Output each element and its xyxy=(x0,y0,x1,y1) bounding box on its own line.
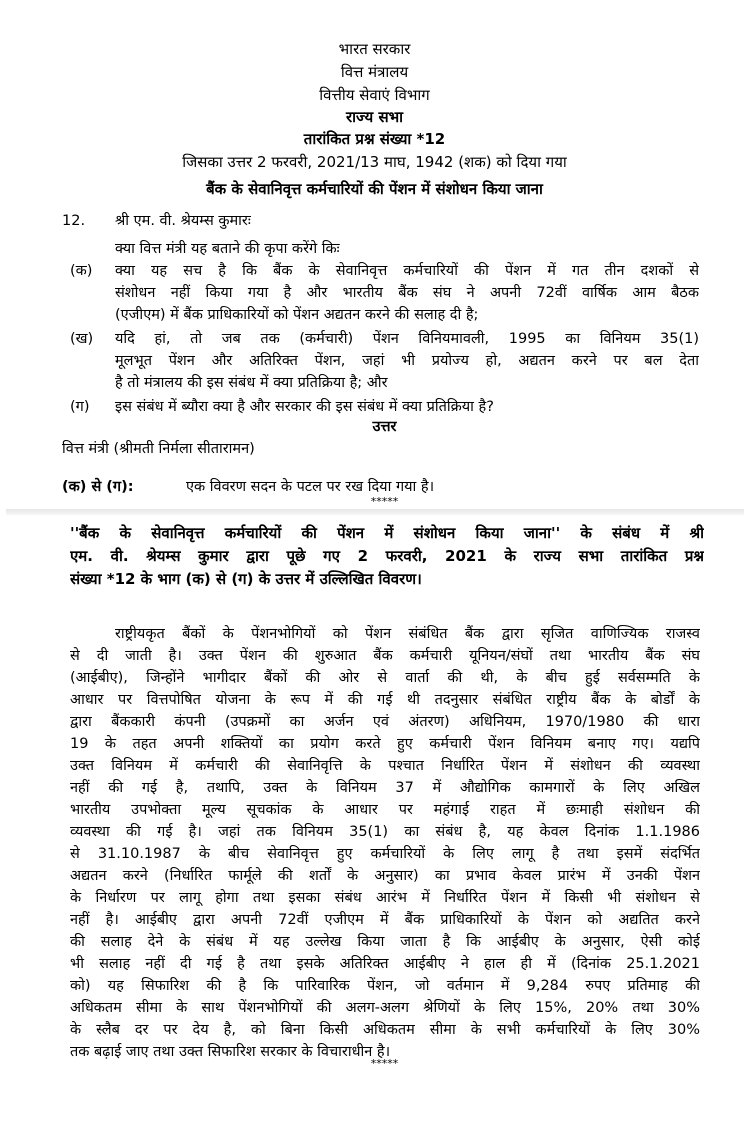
statement-body-line: आधार पर वित्तपोषित योजना के रूप में की गई थी तदनुसार संबंधित राष्ट्रीय बैंक के बोर्डों के xyxy=(70,692,700,708)
question-number: 12. xyxy=(62,213,86,229)
statement-body-line: अद्यतन करने (निर्धारित फार्मूले की शर्तों के अनुसार) का प्रभाव केवल प्रारंभ में उनकी पेंशन xyxy=(70,868,700,884)
question-intro: क्या वित्त मंत्री यह बताने की कृपा करेंगे किः xyxy=(115,241,340,257)
part-kha-line: मूलभूत पेंशन और अतिरिक्त पेंशन, जहां भी प्रयोज्य हो, अद्यतन करने पर बल देता xyxy=(115,353,699,369)
part-ka-line: (एजीएम) में बैंक प्राधिकारियों को पेंशन अद्यतन करने की सलाह दी है; xyxy=(115,307,479,323)
statement-body-line: को) यह सिफारिश की है कि पारिवारिक पेंशन, जो वर्तमान में 9,284 रुपए प्रतिमाह की xyxy=(70,978,700,994)
statement-body-line: के निर्धारण पर लागू होगा तथा इसका संबंध आरंभ में निर्धारित पेंशन में किसी भी संशोधन से xyxy=(70,890,700,906)
statement-heading-line: संख्या *12 के भाग (क) से (ग) के उत्तर में उल्लिखित विवरण। xyxy=(70,570,422,588)
statement-body-line: अधिकतम सीमा के साथ पेंशनभोगियों की अलग-अलग श्रेणियों के लिए 15%, 20% तथा 30% xyxy=(70,1000,700,1016)
page-divider xyxy=(6,509,744,515)
statement-heading-line: एम. वी. श्रेयम्स कुमार द्वारा पूछे गए 2 फरवरी, 2021 के राज्य सभा तारांकित प्रश्न xyxy=(70,547,704,565)
answer-heading: उत्तर xyxy=(372,419,397,435)
statement-heading-line: ''बैंक के सेवानिवृत्त कर्मचारियों की पेंशन में संशोधन किया जाना'' के संबंध में श्री xyxy=(70,524,704,542)
part-kha-line: यदि हां, तो जब तक (कर्मचारी) पेंशन विनियमावली, 1995 का विनियम 35(1) xyxy=(115,331,699,347)
header-answer-date: जिसका उत्तर 2 फरवरी, 2021/13 माघ, 1942 (शक) को दिया गया xyxy=(182,153,567,171)
header-govt: भारत सरकार xyxy=(338,40,411,58)
statement-body-line: (आईबीए), जिन्होंने भागीदार बैंकों की ओर से वार्ता की थी, के बीच हुई सर्वसम्मति के xyxy=(70,670,700,686)
header-department: वित्तीय सेवाएं विभाग xyxy=(319,86,430,104)
statement-body-line: की सलाह देने के संबंध में यह उल्लेख किया जाता है कि आईबीए के अनुसार, ऐसी कोई xyxy=(70,934,700,950)
statement-body-line: के स्लैब दर पर देय है, को बिना किसी अधिकतम सीमा के सभी कर्मचारियों के लिए 30% xyxy=(70,1022,700,1038)
header-house: राज्य सभा xyxy=(345,108,404,126)
part-ga-mark: (ग) xyxy=(70,399,90,415)
header-question-number: तारांकित प्रश्न संख्या *12 xyxy=(303,130,446,148)
statement-body-line: से दी जाती है। उक्त पेंशन की शुरुआत बैंक कर्मचारी यूनियन/संघों तथा भारतीय बैंक संघ xyxy=(70,648,700,664)
answer-stars: ***** xyxy=(370,495,399,508)
part-ka-line: संशोधन नहीं किया गया है और भारतीय बैंक संघ ने अपनी 72वीं वार्षिक आम बैठक xyxy=(115,285,699,301)
part-ka-line: क्या यह सच है कि बैंक के सेवानिवृत्त कर्मचारियों की पेंशन में गत तीन दशकों से xyxy=(115,263,699,279)
statement-body-line: नहीं है। आईबीए द्वारा अपनी 72वीं एजीएम में बैंक प्राधिकारियों के पेंशन को अद्यतित करने xyxy=(70,912,700,928)
reply-label: (क) से (ग): xyxy=(62,479,134,495)
part-ka-mark: (क) xyxy=(70,263,93,279)
statement-body-line: से 31.10.1987 के बीच सेवानिवृत्त हुए कर्मचारियों के लिए लागू है तथा इसमें संदर्भित xyxy=(70,846,700,862)
part-kha-mark: (ख) xyxy=(70,331,94,347)
statement-body-line: उक्त विनियम में कर्मचारी की सेवानिवृत्ति के पश्चात निर्धारित पेंशन में संशोधन की व्यवस्था xyxy=(70,758,700,774)
statement-body-line: तक बढ़ाई जाए तथा उक्त सिफारिश सरकार के विचाराधीन है। xyxy=(70,1044,391,1060)
header-ministry: वित्त मंत्रालय xyxy=(340,63,409,81)
statement-body-line: द्वारा बैंककारी कंपनी (उपक्रमों का अर्जन एवं अंतरण) अधिनियम, 1970/1980 की धारा xyxy=(70,714,700,730)
question-member: श्री एम. वी. श्रेयम्स कुमारः xyxy=(115,213,251,229)
part-ga-line: इस संबंध में ब्यौरा क्या है और सरकार की इस संबंध में क्या प्रतिक्रिया है? xyxy=(115,399,494,415)
header-subject: बैंक के सेवानिवृत्त कर्मचारियों की पेंशन में संशोधन किया जाना xyxy=(206,180,543,198)
statement-body-line: भी सलाह नहीं दी गई है तथा इसके अतिरिक्त आईबीए ने हाल ही में (दिनांक 25.1.2021 xyxy=(70,956,700,972)
statement-body-line: राष्ट्रीयकृत बैंकों के पेंशनभोगियों को पेंशन संबंधित बैंक द्वारा सृजित वाणिज्यिक राजस्व xyxy=(115,626,700,642)
part-kha-line: है तो मंत्रालय की इस संबंध में क्या प्रतिक्रिया है; और xyxy=(115,375,388,391)
statement-body-line: व्यवस्था की गई है। जहां तक विनियम 35(1) का संबंध है, यह केवल दिनांक 1.1.1986 xyxy=(70,824,700,840)
statement-body-line: नहीं की गई है, तथापि, उक्त के विनियम 37 में औद्योगिक कामगारों के लिए अखिल xyxy=(70,780,700,796)
answer-minister: वित्त मंत्री (श्रीमती निर्मला सीतारामन) xyxy=(62,441,255,457)
statement-body-line: भारतीय उपभोक्ता मूल्य सूचकांक के आधार पर महंगाई राहत में छःमाही संशोधन की xyxy=(70,802,700,818)
statement-body-line: 19 के तहत अपनी शक्तियों का प्रयोग करते हुए कर्मचारी पेंशन विनियम बनाए गए। यद्यपि xyxy=(70,736,700,752)
reply-text: एक विवरण सदन के पटल पर रख दिया गया है। xyxy=(186,479,435,495)
statement-stars: ***** xyxy=(370,1057,399,1070)
